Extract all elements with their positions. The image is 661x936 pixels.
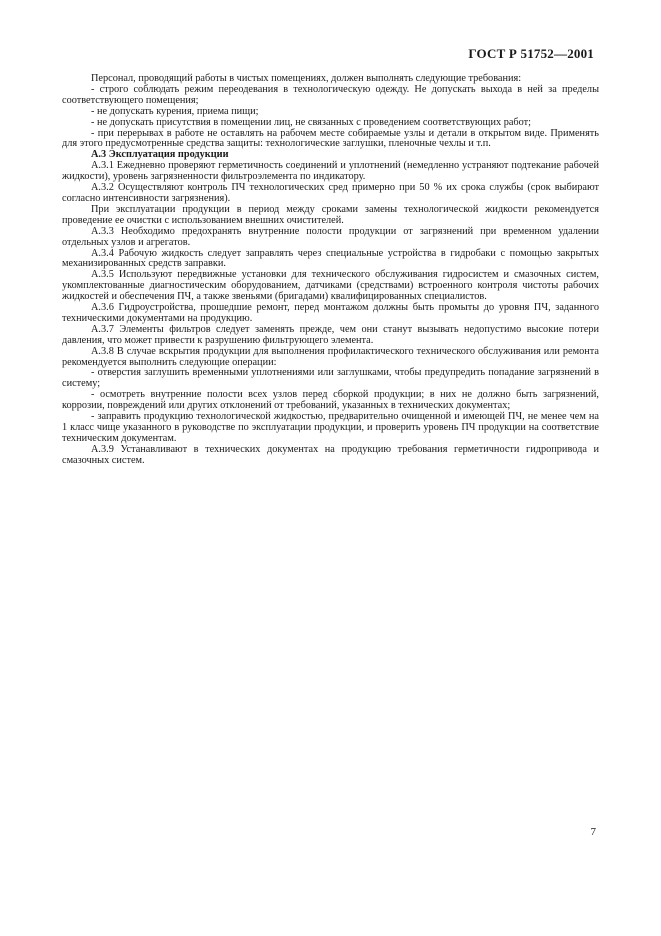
- paragraph-rule-persons: - не допускать присутствия в помещении лиц, не связанных с проведением соответствующих работ;: [91, 116, 532, 128]
- paragraph-a3-2: А.3.2 Осуществляют контроль ПЧ технологических сред примерно при 50 % их срока службы (срок выбирают согласно интенсивности загрязнения).: [62, 182, 599, 204]
- paragraph-a3-8-item-3: - заправить продукцию технологической жидкостью, предварительно очищенной и имеющей ПЧ, не менее чем на 1 класс чище указанного в руководстве по эксплуатации продукции, и проверить уровень ПЧ продукции на соответствие техническим документам.: [62, 411, 599, 444]
- paragraph-rule-smoking: - не допускать курения, приема пищи;: [91, 105, 259, 117]
- paragraph-a3-5: А.3.5 Используют передвижные установки для технического обслуживания гидросистем и смазочных систем, укомплектованные диагностическим оборудованием, датчиками (средствами) встроенного контроля чистоты рабочих жидкостей и обеспечения ПЧ, а также звеньями (бригадами) квалифицированных специалистов.: [62, 269, 599, 303]
- paragraph-a3-4: А.3.4 Рабочую жидкость следует заправлять через специальные устройства в гидробаки с помощью закрытых механизированных средств заправки.: [62, 247, 599, 270]
- paragraph-personnel-intro: Персонал, проводящий работы в чистых помещениях, должен выполнять следующие требования:: [91, 73, 522, 84]
- paragraph-a3-8-item-2: - осмотреть внутренние полости всех узлов перед сборкой продукции; в них не должно быть загрязнений, коррозии, повреждений или других отклонений от требований, указанных в технических документах;: [62, 389, 599, 412]
- paragraph-a3-3: А.3.3 Необходимо предохранять внутренние полости продукции от загрязнений при временном удалении отдельных узлов и агрегатов.: [62, 225, 599, 248]
- paragraph-a3-8-item-1: - отверстия заглушить временными уплотнениями или заглушками, чтобы предупредить попадание загрязнений в систему;: [62, 367, 599, 390]
- page-number: 7: [590, 826, 596, 838]
- paragraph-a3-7: А.3.7 Элементы фильтров следует заменять прежде, чем они станут вызывать недопустимо высокие потери давления, что может привести к разрушению фильтрующего элемента.: [62, 323, 599, 346]
- paragraph-a3-6: А.3.6 Гидроустройства, прошедшие ремонт, перед монтажом должны быть промыты до уровня ПЧ, заданного техническими документами на продукцию.: [62, 302, 599, 324]
- paragraph-rule-breaks: - при перерывах в работе не оставлять на рабочем месте собираемые узлы и детали в открытом виде. Применять для этого предусмотренные средства защиты: технологические заглушки, пленочные чехлы и т.п.: [62, 127, 599, 150]
- paragraph-a3-9: А.3.9 Устанавливают в технических документах на продукцию требования герметичности гидропривода и смазочных систем.: [62, 443, 599, 466]
- paragraph-rule-clothing: - строго соблюдать режим переодевания в технологическую одежду. Не допускать выхода в ней за пределы соответствующего помещения;: [62, 83, 599, 106]
- paragraph-a3-8: А.3.8 В случае вскрытия продукции для выполнения профилактического технического обслуживания или ремонта рекомендуется выполнить следующие операции:: [62, 345, 599, 368]
- paragraph-a3-1: А.3.1 Ежедневно проверяют герметичность соединений и уплотнений (немедленно устраняют подтекание рабочей жидкости), уровень загрязненности фильтроэлемента по индикатору.: [62, 160, 599, 183]
- document-code: ГОСТ Р 51752—2001: [468, 46, 594, 61]
- paragraph-a3-2-note: При эксплуатации продукции в период между сроками замены технологической жидкости рекомендуется проведение ее очистки с использованием внешних очистителей.: [62, 203, 599, 226]
- section-heading-a3: А.3 Эксплуатация продукции: [91, 149, 229, 161]
- document-body: [62, 74, 599, 467]
